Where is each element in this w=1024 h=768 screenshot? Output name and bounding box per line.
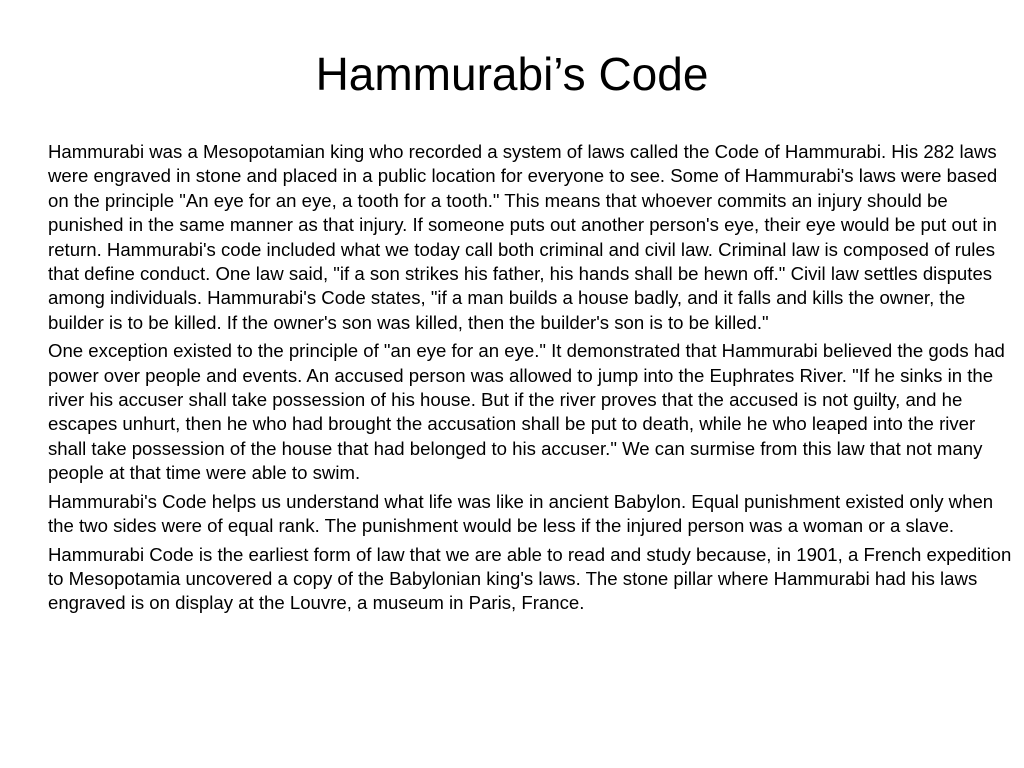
slide-title: Hammurabi’s Code: [315, 48, 709, 100]
body-paragraph-1: Hammurabi was a Mesopotamian king who recorded a system of laws called the Code of Hammurabi. His 282 laws were engraved in stone and placed in a public location for everyone to see. Some of Hammurabi's laws were based on the principle "An eye for an eye, a tooth for a tooth." This means that whoever commits an injury should be punished in the same manner as that injury. If someone puts out another person's eye, their eye would be put out in return. Hammurabi's code included what we today call both criminal and civil law. Criminal law is composed of rules that define conduct. One law said, "if a son strikes his father, his hands shall be hewn off." Civil law settles disputes among individuals. Hammurabi's Code states, "if a man builds a house badly, and it falls and kills the owner, the builder is to be killed. If the owner's son was killed, then the builder's son is to be killed.": [48, 141, 998, 333]
body-paragraph-4: Hammurabi Code is the earliest form of law that we are able to read and study because, in 1901, a French expedition to Mesopotamia uncovered a copy of the Babylonian king's laws. The stone pillar where Hammurabi had his laws engraved is on display at the Louvre, a museum in Paris, France.: [48, 543, 1012, 614]
slide-body: [48, 140, 1012, 620]
body-paragraph-2: One exception existed to the principle of "an eye for an eye." It demonstrated that Hammurabi believed the gods had power over people and events. An accused person was allowed to jump into the Euphrates River. "If he sinks in the river his accuser shall take possession of his house. But if the river proves that the accused is not guilty, and he escapes unhurt, then he who had brought the accusation shall be put to death, while he who leaped into the river shall take possession of the house that had belonged to his accuser." We can surmise from this law that not many people at that time were able to swim.: [48, 340, 1005, 484]
body-paragraph-3: Hammurabi's Code helps us understand what life was like in ancient Babylon. Equal punishment existed only when the two sides were of equal rank. The punishment would be less if the injured person was a woman or a slave.: [48, 490, 994, 537]
